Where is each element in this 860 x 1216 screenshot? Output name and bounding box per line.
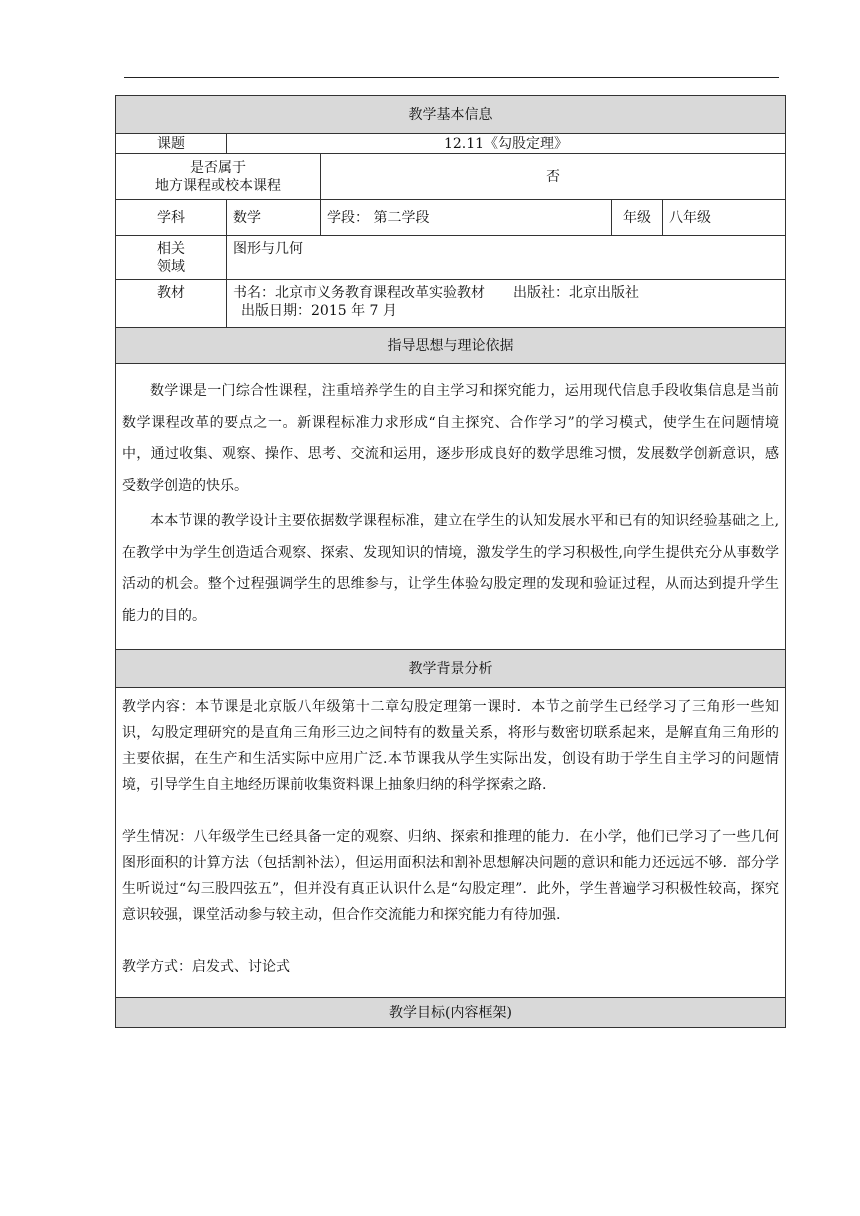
- grade-label: 年级: [612, 200, 663, 236]
- lesson-plan-table: [115, 95, 786, 1028]
- guiding-header: 指导思想与理论依据: [116, 328, 786, 364]
- local-course-label-line1: 是否属于: [190, 159, 246, 176]
- domain-label-line1: 相关: [157, 241, 185, 257]
- topic-label: 课题: [116, 134, 227, 154]
- textbook-value: [227, 280, 786, 328]
- textbook-label: 教材: [116, 280, 227, 328]
- domain-label: [116, 236, 227, 280]
- topic-value: 12.11《勾股定理》: [227, 134, 786, 154]
- domain-label-line2: 领域: [157, 259, 185, 275]
- background-students: 学生情况：八年级学生已经具备一定的观察、归纳、探索和推理的能力．在小学，他们已学习了一些几何图形面积的计算方法（包括割补法），但运用面积法和割补思想解决问题的意识和能力还远远不够．部分学生听说过“勾三股四弦五”，但并没有真正认识什么是“勾股定理”．此外，学生普遍学习积极性较高，探究意识较强，课堂活动参与较主动，但合作交流能力和探究能力有待加强.: [122, 829, 780, 923]
- local-course-label-line2: 地方课程或校本课程: [155, 177, 281, 194]
- background-header: 教学背景分析: [116, 650, 786, 688]
- textbook-line1: 书名：北京市义务教育课程改革实验教材 出版社：北京出版社: [233, 285, 639, 301]
- header-rule: [124, 77, 779, 78]
- subject-label: 学科: [116, 200, 227, 236]
- subject-value: 数学: [227, 200, 321, 236]
- stage-value: 学段： 第二学段: [321, 200, 612, 236]
- background-method: 教学方式：启发式、讨论式: [122, 959, 290, 975]
- background-teaching-content: 教学内容：本节课是北京版八年级第十二章勾股定理第一课时．本节之前学生已经学习了三角形一些知识，勾股定理研究的是直角三角形三边之间特有的数量关系，将形与数密切联系起来，是解直角三角形的主要依据，在生产和生活实际中应用广泛.本节课我从学生实际出发，创设有助于学生自主学习的问题情境，引导学生自主地经历课前收集资料课上抽象归纳的科学探索之路.: [122, 699, 780, 793]
- guiding-paragraph-2: 本本节课的教学设计主要依据数学课程标准，建立在学生的认知发展水平和已有的知识经验基础之上, 在教学中为学生创造适合观察、探索、发现知识的情境，激发学生的学习积极性,向学生提供充分从事数学活动的机会。整个过程强调学生的思维参与，让学生体验勾股定理的发现和验证过程，从而达到提升学生能力的目的。: [122, 513, 780, 624]
- background-content: [116, 688, 786, 998]
- basic-info-header: 教学基本信息: [116, 96, 786, 134]
- grade-value: 八年级: [663, 200, 786, 236]
- objectives-header: 教学目标(内容框架): [116, 998, 786, 1028]
- local-course-label: [116, 154, 321, 200]
- local-course-value: 否: [321, 154, 786, 200]
- textbook-line2: 出版日期：2015 年 7 月: [241, 303, 397, 319]
- guiding-content: [116, 364, 786, 650]
- guiding-paragraph-1: 数学课是一门综合性课程，注重培养学生的自主学习和探究能力，运用现代信息手段收集信息是当前数学课程改革的要点之一。新课程标准力求形成“自主探究、合作学习”的学习模式，使学生在问题情境中，通过收集、观察、操作、思考、交流和运用，逐步形成良好的数学思维习惯，发展数学创新意识，感受数学创造的快乐。: [122, 383, 780, 494]
- domain-value: 图形与几何: [227, 236, 786, 280]
